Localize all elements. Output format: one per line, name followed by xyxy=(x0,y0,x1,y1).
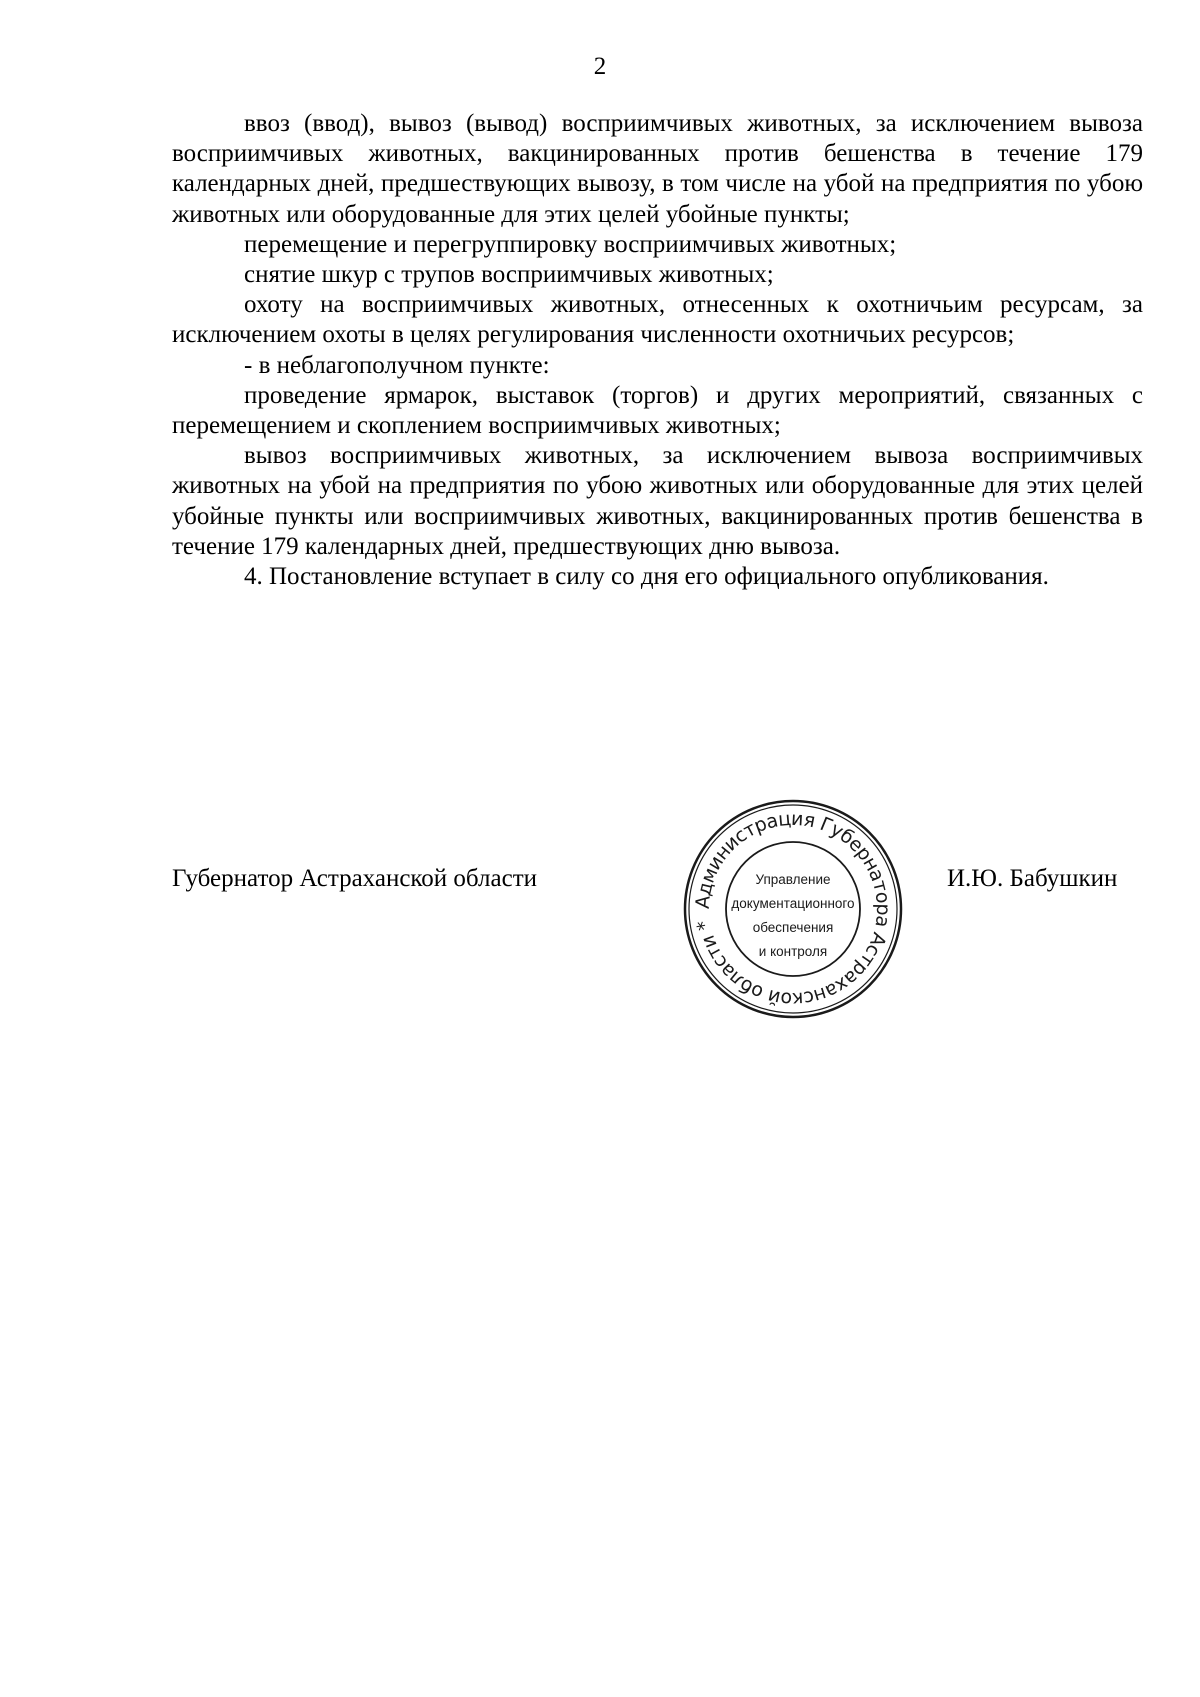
official-stamp xyxy=(678,794,908,1024)
signatory-position: Губернатор Астраханской области xyxy=(172,865,538,892)
stamp-inner-line-1: Управление xyxy=(755,872,831,887)
paragraph-hunting: охоту на восприимчивых животных, отнесенных к охотничьим ресурсам, за исключением охоты в целях регулирования численности охотничьих ресурсов; xyxy=(172,291,1143,349)
paragraph-skinning: снятие шкур с трупов восприимчивых животных; xyxy=(244,261,774,289)
paragraph-import-export: ввоз (ввод), вывоз (вывод) восприимчивых животных, за исключением вывоза восприимчивых животных, вакцинированных против бешенства в течение 179 календарных дней, предшествующих вывозу, в том числе на убой на предприятия по убою животных или оборудованные для этих целей убойные пункты; xyxy=(172,110,1143,228)
paragraph-export: вывоз восприимчивых животных, за исключением вывоза восприимчивых животных на убой на предприятия по убою животных или оборудованные для этих целей убойные пункты или восприимчивых животных, вакцинированных против бешенства в течение 179 календарных дней, предшествующих дню вывоза. xyxy=(172,442,1143,560)
stamp-inner-line-4: и контроля xyxy=(758,944,828,959)
paragraph-effective-date: 4. Постановление вступает в силу со дня его официального опубликования. xyxy=(244,563,1049,591)
signature-block xyxy=(0,794,1200,1024)
paragraph-fairs: проведение ярмарок, выставок (торгов) и других мероприятий, связанных с перемещением и скоплением восприимчивых животных; xyxy=(172,381,1143,440)
paragraph-relocation: перемещение и перегруппировку восприимчивых животных; xyxy=(244,230,897,258)
page-number: 2 xyxy=(593,53,607,80)
signatory-name: И.Ю. Бабушкин xyxy=(947,865,1118,892)
stamp-ring-text: Администрация Губернатора Астраханской области * xyxy=(691,807,895,1011)
stamp-inner-line-3: обеспечения xyxy=(752,920,834,935)
document-body xyxy=(172,109,1143,592)
stamp-inner-line-2: документационного xyxy=(731,896,855,911)
paragraph-unfavorable-point: - в неблагополучном пункте: xyxy=(244,351,550,379)
stamp-seal-icon xyxy=(678,794,908,1024)
